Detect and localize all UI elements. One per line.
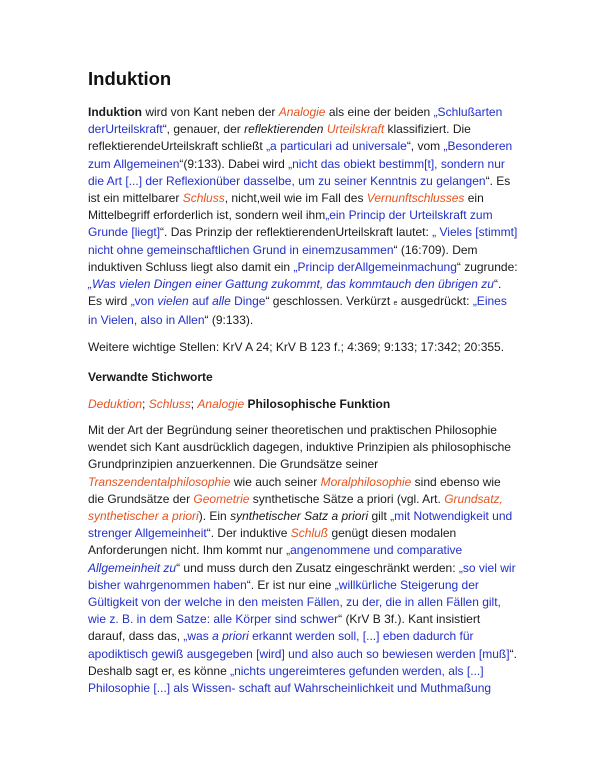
text: gilt	[368, 509, 391, 524]
body-paragraph	[88, 422, 518, 697]
link-analogie[interactable]: Analogie	[278, 105, 326, 119]
quote-link[interactable]: „Was vielen Dingen einer Gattung zukommt, das kommtauch den übrigen zu	[88, 277, 494, 292]
text: “ (16:709). Dem induktiven Schluss liegt also damit ein	[88, 242, 478, 274]
quote-link[interactable]: „von	[130, 294, 158, 309]
link-transzendentalphilosophie[interactable]: Transzendentalphilosophie	[88, 474, 231, 489]
quote-link[interactable]: „Schlußarten derUrteilskraft	[88, 105, 503, 137]
page-title: Induktion	[88, 68, 172, 89]
italic-text: synthetischer Satz a priori	[230, 509, 369, 524]
text: wird von Kant neben der	[142, 105, 279, 119]
quote-link[interactable]: erkannt werden soll, [...] eben dadurch für apodiktisch gewiß ausgegeben [wird] und also auch so bewiesen werden [muß]	[88, 629, 510, 661]
small-text: e	[393, 300, 398, 308]
quote-link[interactable]: „mit Notwendigkeit und strenger Allgemeinheit	[88, 509, 513, 541]
text: “ (9:133).	[204, 313, 254, 328]
text: “. Er ist nur eine	[246, 577, 335, 592]
term-bold: Induktion	[88, 105, 142, 119]
quote-link[interactable]: Dinge	[230, 294, 266, 309]
italic-text: reflektierenden	[244, 122, 324, 137]
text: “. Deshalb sagt er, es könne	[88, 646, 517, 678]
link-schluss[interactable]: Schluß	[290, 526, 329, 541]
text: “, vom	[406, 139, 444, 154]
text: “. Es wird	[88, 277, 502, 309]
text: “ und muss durch den Zusatz eingeschränkt werden:	[176, 560, 459, 575]
text: “(9:133). Dabei wird	[179, 156, 289, 171]
quote-link[interactable]: a priori	[212, 629, 249, 644]
link-geometrie[interactable]: Geometrie	[193, 491, 250, 506]
text: Mit der Art der Begründung seiner theoretischen und praktischen Philosophie wendet sich Kant ausdrücklich dagegen, induktive Prinzipien als philosophische Grundprinzipien anzuerkennen. Die Grundsätze seiner	[88, 423, 511, 472]
link-urteilskraft[interactable]: Urteilskraft	[326, 122, 385, 137]
text: “. Der induktive	[206, 526, 291, 541]
related-heading: Verwandte Stichworte	[88, 369, 213, 384]
quote-link[interactable]: „nicht das obiekt bestimm[t], sondern nur die Art [...] der Reflexionüber dasselbe, um zu seiner Kenntnis zu gelangen	[88, 156, 505, 188]
quote-link[interactable]: „was	[183, 629, 213, 644]
text: “. Es ist ein mittelbarer	[88, 173, 511, 206]
quote-link[interactable]: „Eines in Vielen, also in Allen	[88, 294, 507, 328]
text: genügt diesen modalen Anforderungen nicht. Ihm kommt nur	[88, 526, 457, 558]
link-analogie[interactable]: Analogie	[197, 396, 245, 411]
quote-link[interactable]: „nichts ungereimteres gefunden werden, als [...] Philosophie [...] als Wissen- schaft auf Wahrscheinlichkeit und Muthmaßung	[88, 663, 492, 696]
quote-link[interactable]: „ Vieles [stimmt] nicht ohne gemeinschaftlichen Grund in einemzusammen	[88, 225, 518, 257]
link-schluss[interactable]: Schluss	[148, 396, 191, 411]
section-heading-philosophische-funktion: Philosophische Funktion	[247, 396, 391, 411]
quote-link[interactable]: „Besonderen zum Allgemeinen	[88, 139, 513, 171]
link-schluss[interactable]: Schluss	[182, 191, 225, 206]
link-moralphilosophie[interactable]: Moralphilosophie	[320, 474, 412, 489]
quote-link[interactable]: „a particulari ad universale	[266, 139, 407, 154]
quote-link[interactable]: „ein Princip der Urteilskraft zum Grunde [liegt]	[88, 208, 493, 240]
text: ein Mittelbegriff erforderlich ist, sondern weil ihm	[88, 191, 484, 223]
text: “ zugrunde:	[456, 259, 518, 274]
text: ). Ein	[198, 509, 231, 524]
text: ausgedrückt:	[397, 294, 473, 309]
quote-link[interactable]: vielen	[157, 294, 189, 309]
quote-link[interactable]: „willkürliche Steigerung der Gültigkeit von der welche in den meisten Fällen, zu der, die in allen Fällen gilt, wie z. B. in dem Satze: alle Körper sind schwer	[88, 577, 501, 627]
quote-link[interactable]: Allgemeinheit zu	[88, 560, 177, 575]
text: synthetische Sätze a priori (vgl. Art.	[249, 491, 445, 506]
text: , nicht,weil wie im Fall des	[224, 191, 367, 206]
related-links	[88, 396, 518, 413]
link-deduktion[interactable]: Deduktion	[88, 396, 143, 411]
intro-paragraph	[88, 104, 518, 330]
quote-link[interactable]: auf	[188, 294, 213, 309]
separator: ;	[142, 396, 149, 411]
text: “, genauer, der	[162, 122, 245, 137]
text: als eine der beiden	[325, 105, 434, 119]
references-paragraph: Weitere wichtige Stellen: KrV A 24; KrV B 123 f.; 4:369; 9:133; 17:342; 20:355.	[88, 339, 505, 354]
text: wie auch seiner	[230, 474, 321, 489]
text: klassifiziert. Die reflektierendeUrteilskraft schließt	[88, 122, 471, 154]
document-page	[88, 68, 518, 706]
link-vernunftschluss[interactable]: Vernunftschlusses	[366, 191, 465, 206]
separator: ;	[190, 396, 198, 411]
text: “ geschlossen. Verkürzt	[265, 294, 394, 309]
quote-link[interactable]: „so viel wir bisher wahrgenommen haben	[88, 560, 516, 592]
quote-link[interactable]: „Princip derAllgemeinmachung	[293, 259, 457, 274]
quote-link[interactable]: alle	[212, 294, 231, 309]
link-grundsatz[interactable]: Grundsatz, synthetischer a priori	[88, 491, 503, 524]
text: sind ebenso wie die Grundsätze der	[88, 474, 501, 506]
quote-link[interactable]: „angenommene und comparative	[286, 543, 463, 558]
text: “ (KrV B 3f.). Kant insistiert darauf, dass das,	[88, 612, 481, 644]
text: “. Das Prinzip der reflektierendenUrteilskraft lautet:	[160, 225, 433, 240]
